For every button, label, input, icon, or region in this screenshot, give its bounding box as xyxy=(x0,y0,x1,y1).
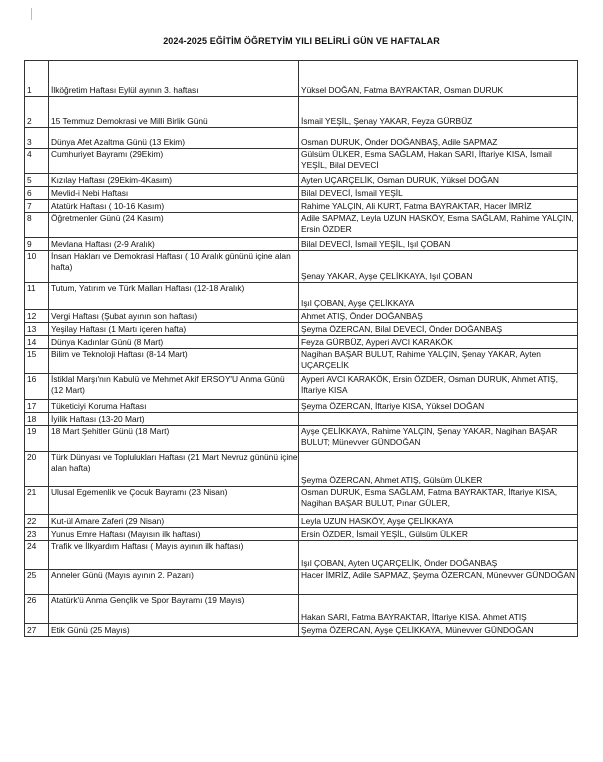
row-number: 26 xyxy=(25,595,49,624)
row-number: 3 xyxy=(25,128,49,149)
row-number: 22 xyxy=(25,515,49,528)
day-name: Yeşilay Haftası (1 Martı içeren hafta) xyxy=(49,323,299,336)
row-number: 10 xyxy=(25,251,49,283)
day-name: Etik Günü (25 Mayıs) xyxy=(49,624,299,637)
responsible-teachers: Feyza GÜRBÜZ, Ayperi AVCI KARAKÖK xyxy=(299,336,578,349)
responsible-teachers: Işıl ÇOBAN, Ayten UÇARÇELİK, Önder DOĞANBAŞ xyxy=(299,541,578,570)
responsible-teachers: Işıl ÇOBAN, Ayşe ÇELİKKAYA xyxy=(299,283,578,310)
row-number: 25 xyxy=(25,570,49,595)
text-cursor-mark xyxy=(31,8,32,20)
row-number: 23 xyxy=(25,528,49,541)
document-title: 2024-2025 EĞİTİM ÖĞRETYİM YILI BELİRLİ GÜN VE HAFTALAR xyxy=(163,36,440,46)
day-name: 18 Mart Şehitler Günü (18 Mart) xyxy=(49,426,299,452)
table-row xyxy=(25,61,578,97)
day-name: Tüketiciyi Koruma Haftası xyxy=(49,400,299,413)
responsible-teachers xyxy=(299,413,578,426)
table-row xyxy=(25,174,578,187)
row-number: 6 xyxy=(25,187,49,200)
table-row xyxy=(25,310,578,323)
table-row xyxy=(25,487,578,515)
row-number: 19 xyxy=(25,426,49,452)
row-number: 11 xyxy=(25,283,49,310)
table-row xyxy=(25,238,578,251)
day-name: Dünya Kadınlar Günü (8 Mart) xyxy=(49,336,299,349)
day-name: Atatürk Haftası ( 10-16 Kasım) xyxy=(49,200,299,213)
day-name: Mevlana Haftası (2-9 Aralık) xyxy=(49,238,299,251)
table-row xyxy=(25,515,578,528)
row-number: 2 xyxy=(25,97,49,128)
day-name: İyilik Haftası (13-20 Mart) xyxy=(49,413,299,426)
row-number: 27 xyxy=(25,624,49,637)
day-name: Cumhuriyet Bayramı (29Ekim) xyxy=(49,149,299,174)
responsible-teachers: Rahime YALÇIN, Ali KURT, Fatma BAYRAKTAR, Hacer İMRİZ xyxy=(299,200,578,213)
day-name: Dünya Afet Azaltma Günü (13 Ekim) xyxy=(49,128,299,149)
day-name: İnsan Hakları ve Demokrasi Haftası ( 10 Aralık gününü içine alan hafta) xyxy=(49,251,299,283)
responsible-teachers: Şeyma ÖZERCAN, İftariye KISA, Yüksel DOĞAN xyxy=(299,400,578,413)
day-name: Mevlid-i Nebi Haftası xyxy=(49,187,299,200)
row-number: 15 xyxy=(25,349,49,374)
day-name: Atatürk'ü Anma Gençlik ve Spor Bayramı (19 Mayıs) xyxy=(49,595,299,624)
day-name: Yunus Emre Haftası (Mayısın ilk haftası) xyxy=(49,528,299,541)
responsible-teachers: Bilal DEVECİ, İsmail YEŞİL xyxy=(299,187,578,200)
table-row xyxy=(25,283,578,310)
day-name: Öğretmenler Günü (24 Kasım) xyxy=(49,213,299,238)
day-name: Bilim ve Teknoloji Haftası (8-14 Mart) xyxy=(49,349,299,374)
responsible-teachers: Leyla UZUN HASKÖY, Ayşe ÇELİKKAYA xyxy=(299,515,578,528)
responsible-teachers: Şeyma ÖZERCAN, Bilal DEVECİ, Önder DOĞANBAŞ xyxy=(299,323,578,336)
row-number: 14 xyxy=(25,336,49,349)
responsible-teachers: Osman DURUK, Esma SAĞLAM, Fatma BAYRAKTAR, İftariye KISA, Nagihan BAŞAR BULUT, Pınar GÜLER, xyxy=(299,487,578,515)
table-row xyxy=(25,149,578,174)
responsible-teachers: Nagihan BAŞAR BULUT, Rahime YALÇIN, Şenay YAKAR, Ayten UÇARÇELİK xyxy=(299,349,578,374)
table-row xyxy=(25,251,578,283)
responsible-teachers: Hakan SARI, Fatma BAYRAKTAR, İftariye KISA. Ahmet ATIŞ xyxy=(299,595,578,624)
table-row xyxy=(25,336,578,349)
responsible-teachers: Ahmet ATIŞ, Önder DOĞANBAŞ xyxy=(299,310,578,323)
row-number: 8 xyxy=(25,213,49,238)
table-row xyxy=(25,200,578,213)
table-row xyxy=(25,374,578,400)
day-name: Tutum, Yatırım ve Türk Malları Haftası (12-18 Aralık) xyxy=(49,283,299,310)
table-row xyxy=(25,349,578,374)
day-name: Türk Dünyası ve Toplulukları Haftası (21 Mart Nevruz gününü içine alan hafta) xyxy=(49,452,299,487)
responsible-teachers: İsmail YEŞİL, Şenay YAKAR, Feyza GÜRBÜZ xyxy=(299,97,578,128)
responsible-teachers: Şeyma ÖZERCAN, Ayşe ÇELİKKAYA, Münevver GÜNDOĞAN xyxy=(299,624,578,637)
table-row xyxy=(25,413,578,426)
row-number: 7 xyxy=(25,200,49,213)
day-name: İstiklal Marşı'nın Kabulü ve Mehmet Akif ERSOY'U Anma Günü (12 Mart) xyxy=(49,374,299,400)
row-number: 24 xyxy=(25,541,49,570)
day-name: Kut-ül Amare Zaferi (29 Nisan) xyxy=(49,515,299,528)
row-number: 4 xyxy=(25,149,49,174)
row-number: 13 xyxy=(25,323,49,336)
row-number: 16 xyxy=(25,374,49,400)
responsible-teachers: Yüksel DOĞAN, Fatma BAYRAKTAR, Osman DURUK xyxy=(299,61,578,97)
responsible-teachers: Bilal DEVECİ, İsmail YEŞİL, Işıl ÇOBAN xyxy=(299,238,578,251)
table-row xyxy=(25,570,578,595)
responsible-teachers: Adile SAPMAZ, Leyla UZUN HASKÖY, Esma SAĞLAM, Rahime YALÇIN, Ersin ÖZDER xyxy=(299,213,578,238)
responsible-teachers: Şeyma ÖZERCAN, Ahmet ATIŞ, Gülsüm ÜLKER xyxy=(299,452,578,487)
row-number: 5 xyxy=(25,174,49,187)
responsible-teachers: Ayperi AVCI KARAKÖK, Ersin ÖZDER, Osman DURUK, Ahmet ATIŞ, İftariye KISA xyxy=(299,374,578,400)
table-row xyxy=(25,624,578,637)
responsible-teachers: Hacer İMRİZ, Adile SAPMAZ, Şeyma ÖZERCAN, Münevver GÜNDOĞAN xyxy=(299,570,578,595)
special-days-table xyxy=(24,60,578,637)
row-number: 17 xyxy=(25,400,49,413)
day-name: Vergi Haftası (Şubat ayının son haftası) xyxy=(49,310,299,323)
row-number: 20 xyxy=(25,452,49,487)
day-name: 15 Temmuz Demokrasi ve Milli Birlik Günü xyxy=(49,97,299,128)
table-row xyxy=(25,452,578,487)
responsible-teachers: Ersin ÖZDER, İsmail YEŞİL, Gülsüm ÜLKER xyxy=(299,528,578,541)
table-row xyxy=(25,97,578,128)
table-row xyxy=(25,528,578,541)
table-row xyxy=(25,400,578,413)
row-number: 9 xyxy=(25,238,49,251)
table-row xyxy=(25,187,578,200)
table-row xyxy=(25,323,578,336)
table-row xyxy=(25,541,578,570)
responsible-teachers: Osman DURUK, Önder DOĞANBAŞ, Adile SAPMAZ xyxy=(299,128,578,149)
row-number: 21 xyxy=(25,487,49,515)
day-name: Kızılay Haftası (29Ekim-4Kasım) xyxy=(49,174,299,187)
table-row xyxy=(25,128,578,149)
table-row xyxy=(25,213,578,238)
day-name: Ulusal Egemenlik ve Çocuk Bayramı (23 Nisan) xyxy=(49,487,299,515)
responsible-teachers: Gülsüm ÜLKER, Esma SAĞLAM, Hakan SARI, İftariye KISA, İsmail YEŞİL, Bilal DEVECİ xyxy=(299,149,578,174)
row-number: 12 xyxy=(25,310,49,323)
row-number: 18 xyxy=(25,413,49,426)
day-name: Trafik ve İlkyardım Haftası ( Mayıs ayının ilk haftası) xyxy=(49,541,299,570)
day-name: İlköğretim Haftası Eylül ayının 3. haftası xyxy=(49,61,299,97)
row-number: 1 xyxy=(25,61,49,97)
responsible-teachers: Şenay YAKAR, Ayşe ÇELİKKAYA, Işıl ÇOBAN xyxy=(299,251,578,283)
responsible-teachers: Ayten UÇARÇELİK, Osman DURUK, Yüksel DOĞAN xyxy=(299,174,578,187)
responsible-teachers: Ayşe ÇELİKKAYA, Rahime YALÇIN, Şenay YAKAR, Nagihan BAŞAR BULUT; Münevver GÜNDOĞAN xyxy=(299,426,578,452)
table-row xyxy=(25,595,578,624)
day-name: Anneler Günü (Mayıs ayının 2. Pazarı) xyxy=(49,570,299,595)
table-row xyxy=(25,426,578,452)
